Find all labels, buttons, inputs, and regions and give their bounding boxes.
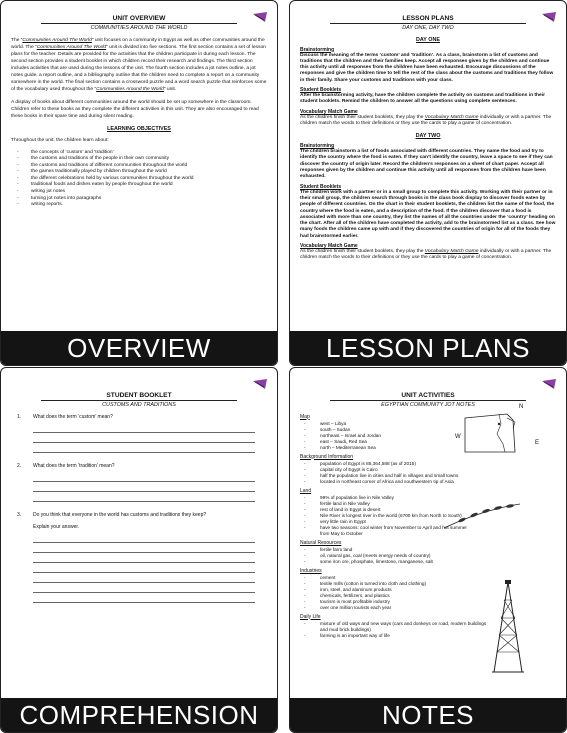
text-span: ” unit. <box>163 86 177 92</box>
page-title: UNIT ACTIVITIES <box>401 392 455 399</box>
page-subtitle: COMMUNITIES AROUND THE WORLD <box>41 23 237 31</box>
text-span: The “ <box>11 37 23 43</box>
natural-resources-list <box>302 547 556 565</box>
activity-heading: Student Booklets <box>300 183 342 190</box>
list-item: - tourism is most profitable industry <box>304 598 390 604</box>
natural-resources-heading: Natural Resources <box>300 539 342 546</box>
page-subtitle: DAY ONE, DAY TWO <box>330 23 526 31</box>
section-band: COMPREHENSION <box>1 698 277 732</box>
dog-ear-icon <box>253 378 269 396</box>
list-item: - north – Mediterranean Sea <box>304 444 376 450</box>
unit-title-link: Communities Around The World <box>36 44 107 50</box>
list-item: - writing jot notes <box>17 189 65 195</box>
section-band: NOTES <box>290 698 566 732</box>
overview-page <box>1 1 277 333</box>
answer-line[interactable] <box>33 482 255 492</box>
answer-line[interactable] <box>33 573 255 583</box>
activity-text: As the children finish their student booklets, they play the Vocabulary Match Game individually or with a partner. The children match the words to their definitions or they use the cards to play a game of concentration. <box>300 249 552 261</box>
background-heading: Background Information <box>300 453 354 460</box>
answer-line[interactable] <box>33 433 255 443</box>
notes-card <box>289 367 567 733</box>
question-3-prompt: Explain your answer. <box>33 523 80 530</box>
list-item: - capital city of Egypt is Cairo <box>304 466 378 472</box>
map-heading: Map <box>300 413 310 420</box>
section-band: LESSON PLANS <box>290 331 566 365</box>
unit-title-link: Communities Around the World <box>96 86 164 92</box>
objectives-list <box>11 150 267 209</box>
list-item: - oil, natural gas, coal (meets energy needs of country) <box>304 552 431 558</box>
answer-line[interactable] <box>33 553 255 563</box>
display-paragraph: A display of books about different communities around the world should be set up somewhere in the classroom. Children refer to these books as they complete the different activities in this unit. They are also encouraged to read these books in their spare time and during silent reading. <box>11 99 259 119</box>
list-item: - chemicals, fertilizers, and plastics <box>304 592 390 598</box>
list-item: - population of Egypt is 85,364,588 (as of 2015) <box>304 460 416 466</box>
answer-line[interactable] <box>33 492 255 502</box>
activity-heading: Vocabulary Match Game <box>300 243 358 250</box>
section-band: OVERVIEW <box>1 331 277 365</box>
egypt-map-icon <box>455 404 555 467</box>
compass-east-label: E <box>535 440 540 446</box>
answer-line[interactable] <box>33 533 255 543</box>
list-item: - fertile farm land <box>304 546 353 552</box>
list-item: - cement <box>304 574 336 580</box>
daily-life-heading: Daily Life <box>300 613 321 620</box>
activity-heading: Vocabulary Match Game <box>300 108 358 115</box>
answer-line[interactable] <box>33 583 255 593</box>
lesson-plans-page <box>290 1 566 333</box>
intro-paragraph <box>11 37 267 93</box>
lesson-plans-card <box>289 0 567 366</box>
page-subtitle: CUSTOMS AND TRADITIONS <box>41 400 237 408</box>
oil-derrick-icon <box>488 580 528 680</box>
page-title: STUDENT BOOKLET <box>106 392 172 399</box>
list-item: - textile mills (cotton is turned into cloth and clothing) <box>304 580 427 586</box>
answer-line[interactable] <box>33 423 255 433</box>
list-item: - fertile land in Nile Valley <box>304 500 370 506</box>
question-1: 1. What does the term ‘custom’ mean? <box>17 413 113 420</box>
list-item: - traditional foods and dishes eaten by people throughout the world <box>17 182 173 188</box>
list-item: - over one million tourists each year <box>304 604 392 610</box>
compass-north-label: N <box>519 404 524 410</box>
page-title: UNIT OVERVIEW <box>112 15 166 22</box>
day-one-heading: DAY ONE <box>416 36 440 43</box>
question-2: 2. What does the term ‘tradition’ mean? <box>17 462 115 469</box>
dog-ear-icon <box>253 11 269 29</box>
answer-line[interactable] <box>33 472 255 482</box>
compass-west-label: W <box>455 434 461 440</box>
unit-title-link: Communities Around The World <box>22 37 92 43</box>
activity-text: After the brainstorming activity, have the children complete the activity on customs and traditions in their student booklets. Remind the children to answer all the questions using complete sentences. <box>300 92 546 105</box>
text-span: ” unit focuses on a community in Egypt as well as other communities around the world. The “ <box>11 37 265 50</box>
list-item: - half the population live in cities and half in villages and small towns <box>304 472 459 478</box>
wheat-icon <box>442 500 522 535</box>
answer-line[interactable] <box>33 543 255 553</box>
list-item: - the different celebrations held by various communities throughout the world <box>17 175 194 181</box>
list-item: - rest of land in Egypt is desert <box>304 506 381 512</box>
list-item: - the games traditionally played by children throughout the world <box>17 169 167 175</box>
list-item: - mixture of old ways and new ways (cars and donkeys on road, modern buildings and mud brick buildings) <box>304 620 487 632</box>
objectives-intro: Throughout the unit, the children learn about: <box>11 137 109 143</box>
comprehension-card <box>0 367 278 733</box>
list-item: - located in northeast corner of Africa and southwestern tip of Asia <box>304 478 454 484</box>
activity-text: Discuss the meaning of the terms ‘custom’ and ‘tradition’. As a class, brainstorm a list of customs and traditions that the children and their families keep. Accept all responses given by the children and continue this activity until all responses from the children have been exhausted. Encourage discussions of the responses and give the children time to tell the rest of the class about the customs and traditions they follow in their family. Share your customs and traditions with your class. <box>300 52 554 83</box>
notes-page <box>290 368 566 700</box>
overview-card <box>0 0 278 366</box>
list-item: - some iron ore, phosphate, limestone, manganese, salt <box>304 558 433 564</box>
comprehension-page <box>1 368 277 700</box>
list-item: - northeast – Israel and Jordan <box>304 432 381 438</box>
answer-line[interactable] <box>33 443 255 453</box>
list-item: - the customs and traditions of different communities throughout the world <box>17 162 188 168</box>
list-item: - Nile River is longest river in the world (6700 km from North to South) <box>304 512 462 518</box>
activity-text: The children brainstorm a list of foods associated with different countries. They name the food and try to identify the country where the food is eaten. If they can’t identify the country, leave a space to see if they can discover the country of origin later. Record the children’s responses on a sheet of chart paper. Accept all responses given by the children and continue this activity until all responses from the children have been exhausted. <box>300 149 553 180</box>
day-two-heading: DAY TWO <box>415 133 441 140</box>
activity-heading: Brainstorming <box>300 143 335 150</box>
activity-heading: Student Booklets <box>300 86 342 93</box>
dog-ear-icon <box>542 378 558 396</box>
list-item: - east – Saudi, Red Sea <box>304 438 367 444</box>
activity-text: As the children finish their student booklets, they play the Vocabulary Match Game individually or with a partner. The children match the words to their definitions or they use the cards to play a game of concentration. <box>300 114 552 126</box>
dog-ear-icon <box>542 11 558 29</box>
list-item: - very little rain in Egypt <box>304 518 366 524</box>
list-item: - south – Sudan <box>304 426 351 432</box>
list-item: - farming is an important way of life <box>304 632 390 638</box>
list-item: - have two seasons: cool winter from November to April and hot summer from May to October <box>304 524 467 536</box>
activity-text: The children work with a partner or in a small group to complete this activity. Working with their partner or in their small group, the children search through books in the class book display to discover foods eaten by people of different countries. On the chart in their student booklets, the children list the name of the food, the country where the food is eaten, and a description of the food. If the children discover that a food is associated with more than one country, they list the names of all the countries under the ‘country’ heading on the chart. After all of the children have completed the activity, add to the brainstormed list as a class. See how many foods the children came up with and if they discovered the countries of origin for all of the foods they had brainstormed earlier. <box>300 189 556 239</box>
page-header <box>41 392 237 408</box>
answer-line[interactable] <box>33 593 255 603</box>
question-3: 3. Do you think that everyone in the world has customs and traditions they keep? <box>17 511 207 518</box>
list-item: - 99% of population live in Nile Valley <box>304 494 394 500</box>
list-item: - west – Libya <box>304 420 347 426</box>
text-span: ” unit is divided into five sections. The first section contains a set of lesson plans for the teacher. Details are provided for the activities that the children participate in during each lesson. The second section provides a student booklet in which children record their research and findings. The third section includes activities that are used during the lessons of the unit. The fourth section includes a jot notes outline, a jot notes guide, a report outline, and a bibliography outline that the children need to complete a report on a community somewhere in the world. The final section contains a crossword puzzle and a word search puzzle that reinforces some of the vocabulary used throughout the “ <box>11 44 267 92</box>
list-item: - iron, steel, and aluminum products <box>304 586 392 592</box>
objectives-heading: LEARNING OBJECTIVES <box>107 125 171 132</box>
land-heading: Land <box>300 487 312 494</box>
list-item: - the concepts of ‘custom’ and ‘tradition’ <box>17 149 114 155</box>
daily-life-list <box>302 621 492 639</box>
page-subtitle: EGYPTIAN COMMUNITY JOT NOTES <box>330 400 526 408</box>
list-item: - turning jot notes into paragraphs <box>17 195 102 201</box>
list-item: - the customs and traditions of the people in their own community <box>17 156 170 162</box>
answer-line[interactable] <box>33 563 255 573</box>
industries-heading: Industries <box>300 567 322 574</box>
page-title: LESSON PLANS <box>402 15 454 22</box>
page-header <box>41 15 237 31</box>
activity-heading: Brainstorming <box>300 46 335 53</box>
list-item: - writing reports. <box>17 202 64 208</box>
page-header <box>330 15 526 31</box>
